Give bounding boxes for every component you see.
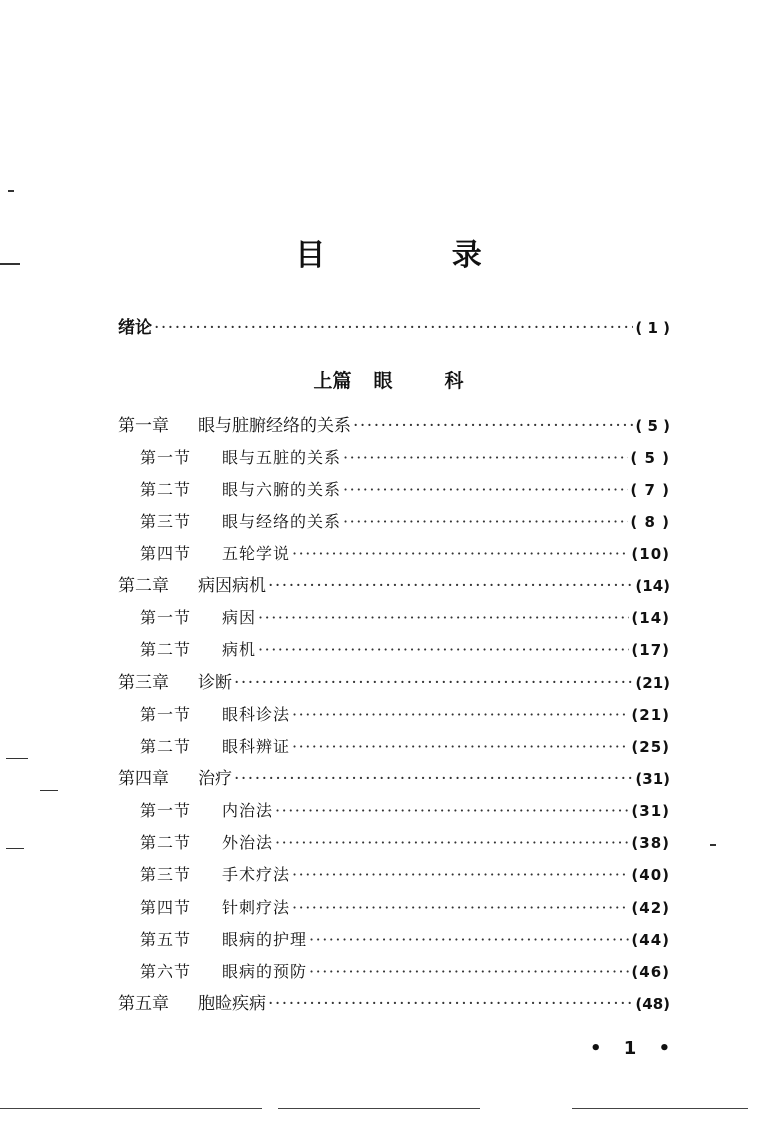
toc-entry-label: 眼与经络的关系 [222,512,342,531]
toc-entry-label: 眼与五脏的关系 [222,448,342,467]
toc-entry-page: (44) [631,931,670,949]
toc-entry-page: (14) [631,609,670,627]
toc-entry-number: 第一节 [140,705,192,724]
toc-entry-number: 第四章 [118,769,169,789]
toc-leader-dots [343,510,628,534]
toc-entry-number: 第三章 [118,673,169,693]
toc-entry-label: 眼病的预防 [222,962,308,981]
toc-entry-label: 内治法 [222,801,274,820]
toc-entry-label: 病因病机 [198,576,266,596]
toc-entry-number: 第四节 [140,898,192,917]
toc-entry-section[interactable] [118,446,670,470]
toc-entry-label: 手术疗法 [222,865,291,884]
toc-entry-section[interactable] [118,638,670,662]
toc-entry-page: (48) [635,995,670,1013]
page-title: 目 录 [295,238,540,273]
toc-entry-page: (14) [635,577,670,595]
toc-entry-page: ( 5 ) [635,417,670,435]
toc-leader-dots [292,896,629,920]
scan-mark [710,844,716,846]
part-title-prefix: 上篇 [313,370,352,392]
toc-leader-dots [275,799,629,823]
toc-leader-dots [343,478,628,502]
toc-entry-page: (17) [631,641,670,659]
toc-entry-label: 眼科辨证 [222,737,291,756]
toc-entry-page: (25) [631,738,670,756]
page-number: • 1 • [590,1038,679,1059]
bottom-rule [278,1108,480,1109]
toc-entry-page: (42) [631,899,670,917]
part-title-end: 科 [444,370,464,392]
toc-leader-dots [154,316,633,340]
toc-entry-page: ( 5 ) [630,449,670,467]
toc-leader-dots [292,735,629,759]
scan-mark [6,758,28,759]
toc-entry-number: 第二节 [140,480,192,499]
toc-entry-number: 第六节 [140,962,192,981]
toc-entry-page: (21) [631,706,670,724]
toc-leader-dots [353,414,633,438]
toc-entry-label: 眼与六腑的关系 [222,480,342,499]
toc-entry-number: 第二节 [140,640,192,659]
toc-entry-number: 第一章 [118,416,169,436]
toc-entry-section[interactable] [118,831,670,855]
toc-leader-dots [234,767,633,791]
toc-entry-page: (10) [631,545,670,563]
toc-leader-dots [343,446,628,470]
toc-leader-dots [268,992,633,1016]
toc-entry-label: 胞睑疾病 [198,994,266,1014]
toc-entry-page: (31) [635,770,670,788]
toc-leader-dots [292,863,629,887]
toc-entry-chapter[interactable] [118,414,670,438]
toc-entry-page: ( 8 ) [630,513,670,531]
toc-entry-intro[interactable] [118,316,670,340]
toc-entry-number: 第一节 [140,448,192,467]
toc-entry-number: 第三节 [140,512,192,531]
toc-entry-page: (40) [631,866,670,884]
part-title-mid: 眼 [373,370,393,392]
toc-entry-section[interactable] [118,542,670,566]
toc-leader-dots [292,542,629,566]
toc-leader-dots [234,671,633,695]
toc-entry-label: 五轮学说 [222,544,291,563]
toc-entry-chapter[interactable] [118,767,670,791]
toc-entry-label: 病因 [222,608,257,627]
toc-entry-section[interactable] [118,928,670,952]
toc-entry-label: 病机 [222,640,257,659]
toc-leader-dots [275,831,629,855]
toc-entry-section[interactable] [118,896,670,920]
scan-mark [8,190,14,192]
toc-entry-number: 第二节 [140,737,192,756]
toc-entry-chapter[interactable] [118,574,670,598]
toc-entry-number: 第一节 [140,608,192,627]
toc-entry-page: ( 1 ) [635,319,670,337]
toc-entry-label: 绪论 [118,318,152,338]
toc-leader-dots [309,960,629,984]
toc-entry-page: (46) [631,963,670,981]
toc-entry-number: 第五节 [140,930,192,949]
toc-entry-label: 眼病的护理 [222,930,308,949]
toc-entry-number: 第五章 [118,994,169,1014]
bottom-rule [572,1108,748,1109]
toc-entry-page: ( 7 ) [630,481,670,499]
toc-entry-section[interactable] [118,863,670,887]
toc-entry-page: (31) [631,802,670,820]
toc-entry-label: 针刺疗法 [222,898,291,917]
toc-entry-number: 第一节 [140,801,192,820]
toc-entry-chapter[interactable] [118,992,670,1016]
bottom-rule [0,1108,262,1109]
toc-entry-section[interactable] [118,478,670,502]
toc-entry-number: 第二节 [140,833,192,852]
toc-entry-section[interactable] [118,703,670,727]
toc-entry-label: 眼与脏腑经络的关系 [198,416,351,436]
toc-entry-section[interactable] [118,735,670,759]
toc-entry-label: 治疗 [198,769,232,789]
toc-leader-dots [309,928,629,952]
toc-leader-dots [292,703,629,727]
toc-entry-number: 第四节 [140,544,192,563]
toc-leader-dots [258,638,629,662]
scan-mark [40,790,58,791]
part-title [0,367,777,395]
toc-entry-label: 外治法 [222,833,274,852]
toc-entry-page: (38) [631,834,670,852]
toc-entry-page: (21) [635,674,670,692]
toc-entry-section[interactable] [118,960,670,984]
toc-entry-number: 第二章 [118,576,169,596]
toc-entry-chapter[interactable] [118,671,670,695]
toc-leader-dots [268,574,633,598]
toc-leader-dots [258,606,629,630]
scan-mark [6,848,24,849]
toc-entry-section[interactable] [118,799,670,823]
toc-entry-label: 诊断 [198,673,232,693]
toc-entry-section[interactable] [118,510,670,534]
toc-entry-label: 眼科诊法 [222,705,291,724]
scan-mark [0,263,20,265]
toc-entry-number: 第三节 [140,865,192,884]
toc-entry-section[interactable] [118,606,670,630]
